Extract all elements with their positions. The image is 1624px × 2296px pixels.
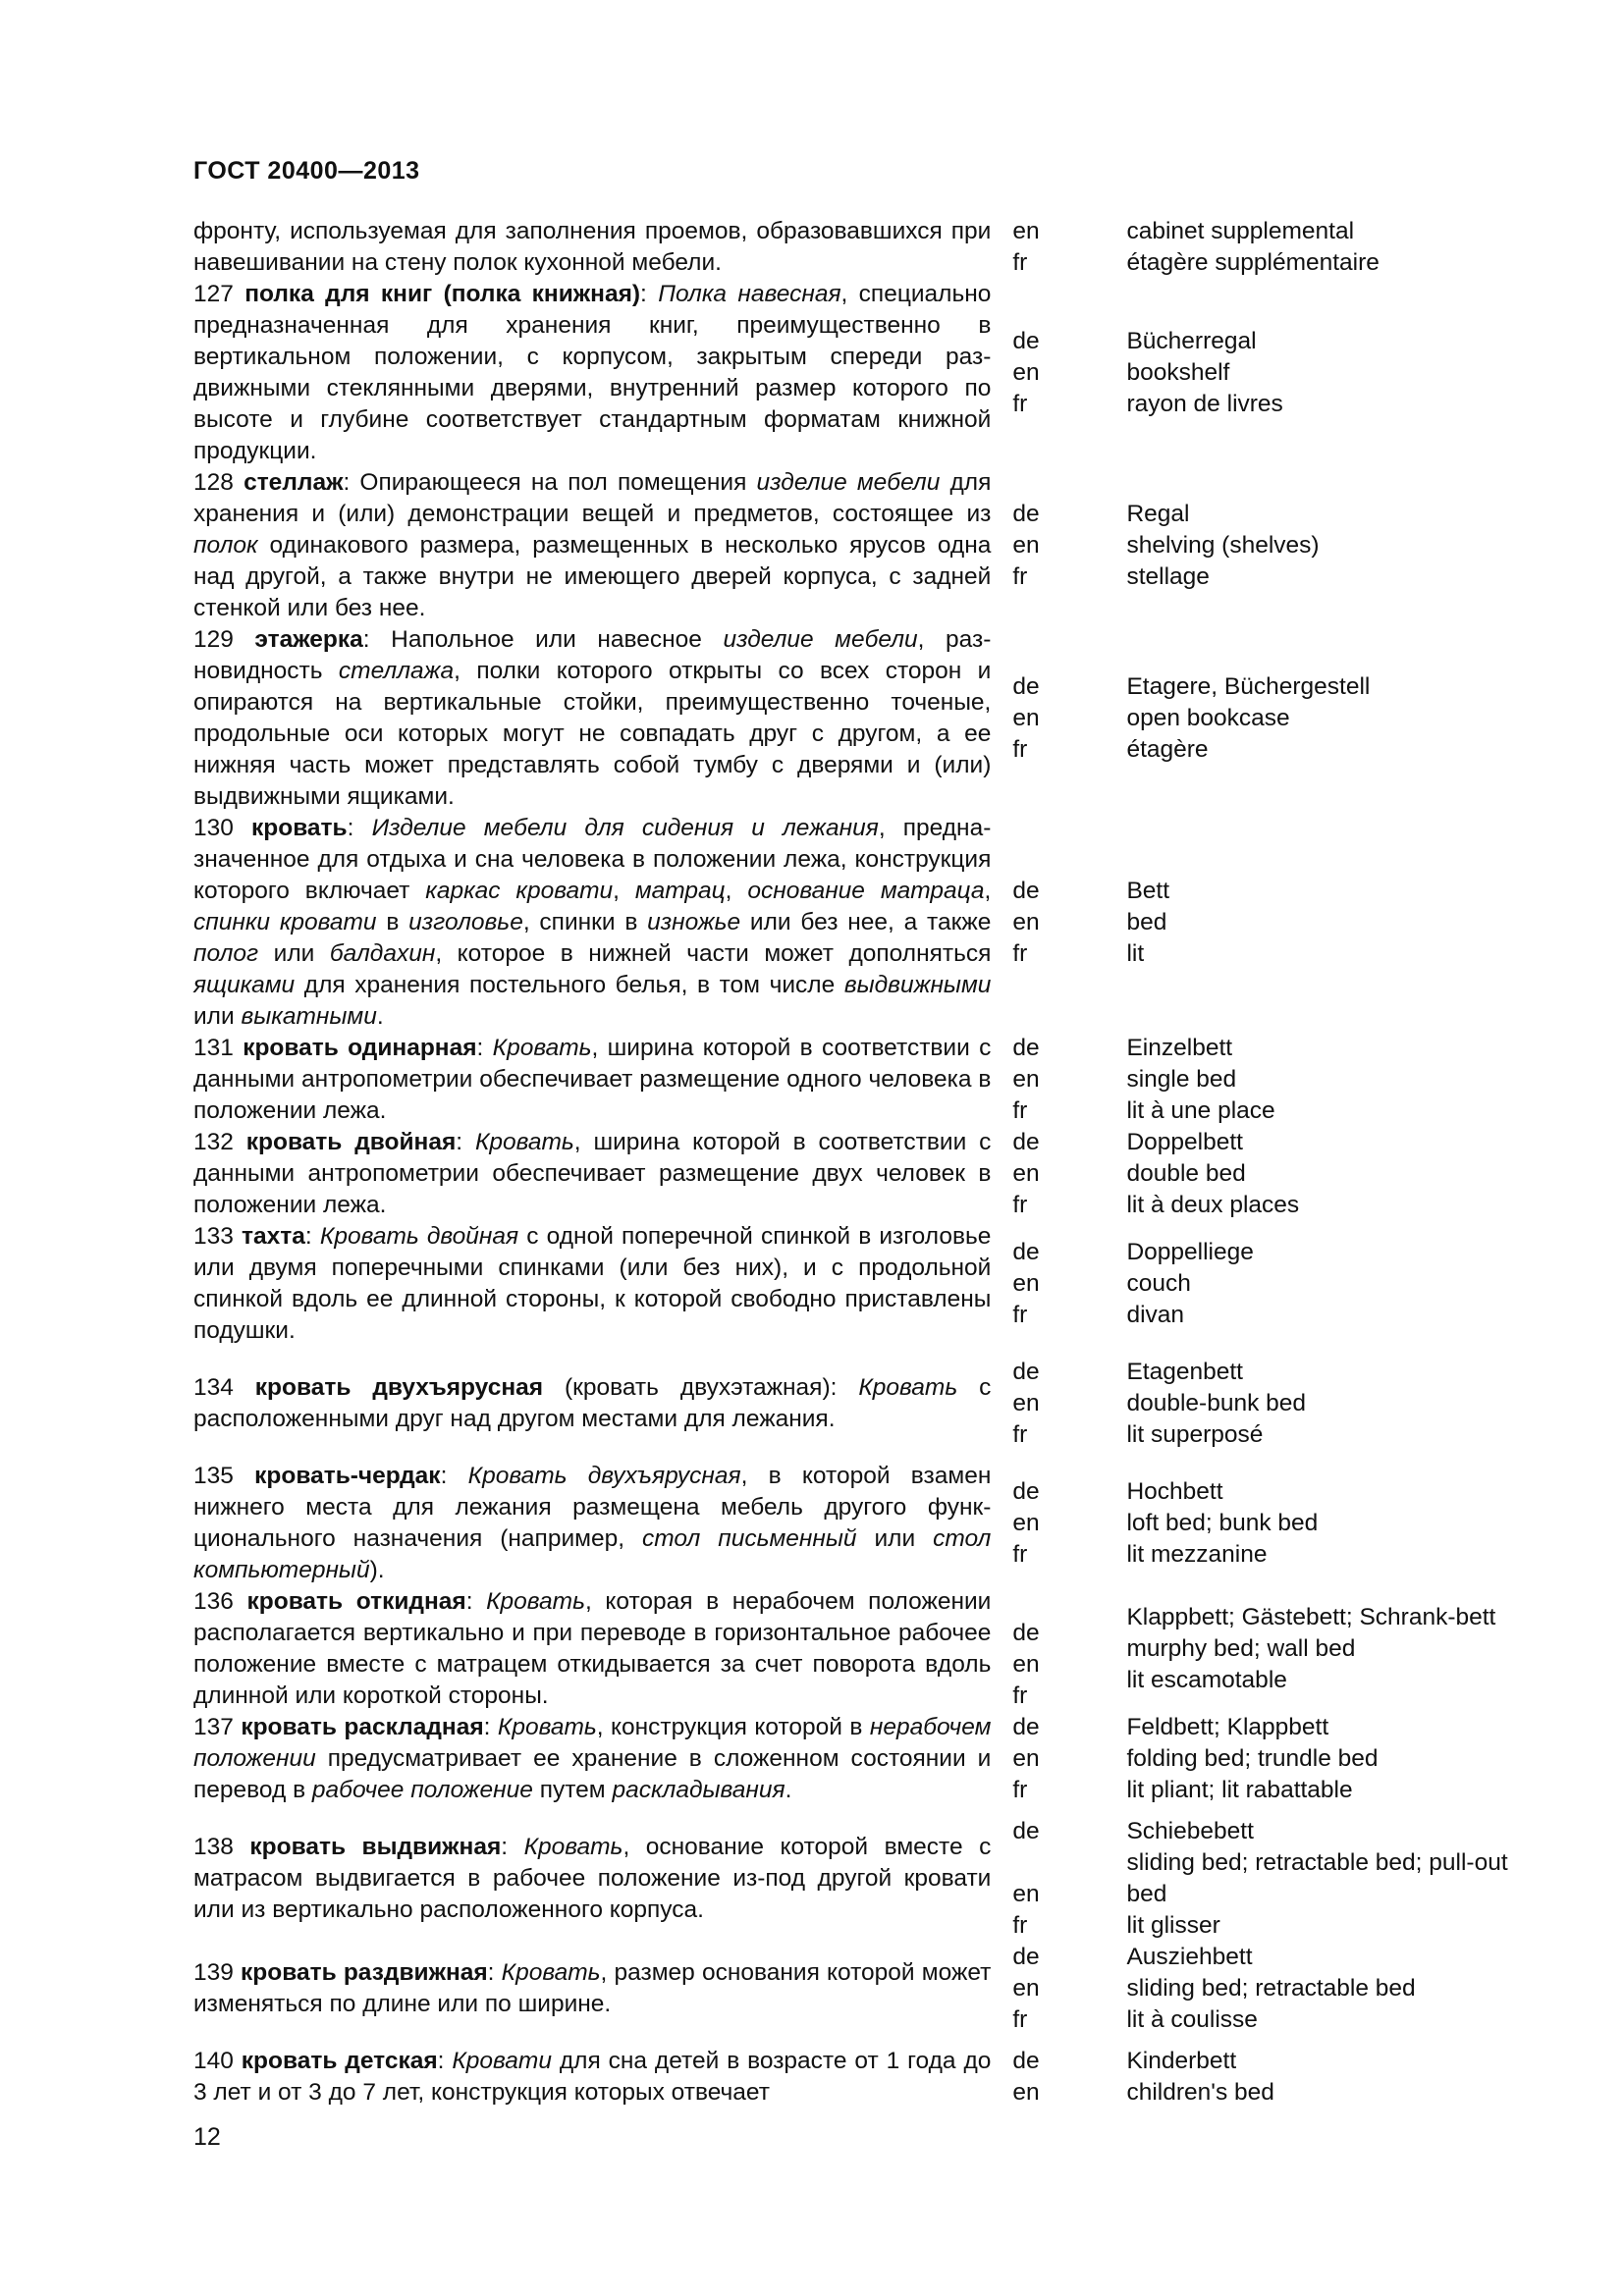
equivalent-terms bbox=[1126, 671, 1519, 766]
equivalent-term: shelving (shelves) bbox=[1126, 532, 1320, 559]
equivalent-term: stellage bbox=[1126, 563, 1210, 590]
language-code: en bbox=[1012, 1066, 1040, 1093]
term-entry bbox=[193, 1816, 1519, 1942]
equivalent-term: Einzelbett bbox=[1126, 1035, 1233, 1061]
equivalent-term: loft bed; bunk bed bbox=[1126, 1510, 1319, 1536]
language-codes bbox=[1012, 1712, 1087, 1806]
term-entry bbox=[193, 1357, 1519, 1451]
equivalent-term: bookshelf bbox=[1126, 359, 1230, 386]
equivalent-term: cabinet supplemental bbox=[1126, 218, 1355, 244]
language-code: en bbox=[1012, 1270, 1040, 1297]
equivalent-terms bbox=[1126, 1033, 1519, 1127]
equivalent-terms bbox=[1126, 1357, 1519, 1451]
equivalent-terms bbox=[1126, 2046, 1519, 2109]
language-codes bbox=[1012, 1127, 1087, 1221]
language-code: fr bbox=[1012, 1682, 1028, 1709]
language-codes bbox=[1012, 671, 1087, 766]
equivalent-term: Klappbett; Gästebett; Schrank-bett bbox=[1126, 1604, 1496, 1630]
language-code: de bbox=[1012, 673, 1040, 700]
term-definition: 132 кровать двойная: Кровать, ширина которой в соответствии с данными антропометрии обеспечивает размещение двух человек в положении лежа. bbox=[193, 1129, 992, 1218]
equivalent-terms bbox=[1126, 1712, 1519, 1806]
language-code: fr bbox=[1012, 249, 1028, 276]
language-codes bbox=[1012, 499, 1087, 593]
language-codes bbox=[1012, 1033, 1087, 1127]
language-code: en bbox=[1012, 532, 1040, 559]
equivalent-terms bbox=[1126, 326, 1519, 420]
language-code: de bbox=[1012, 1129, 1040, 1155]
term-entry bbox=[193, 1586, 1519, 1712]
term-definition: 137 кровать раскладная: Кровать, конструкция которой в нерабочем положении предусматривает ее хранение в сложенном состоянии и перевод в рабочее положение путем раскладывания. bbox=[193, 1714, 992, 1803]
equivalent-terms bbox=[1126, 1127, 1519, 1221]
language-code: fr bbox=[1012, 940, 1028, 967]
equivalent-term: double bed bbox=[1126, 1160, 1246, 1187]
page-number: 12 bbox=[193, 2123, 221, 2151]
equivalent-term: bed bbox=[1126, 909, 1167, 935]
language-code: fr bbox=[1012, 1192, 1028, 1218]
term-entry bbox=[193, 1221, 1519, 1347]
language-code: fr bbox=[1012, 1777, 1028, 1803]
equivalent-term: Bett bbox=[1126, 878, 1170, 904]
equivalent-term: single bed bbox=[1126, 1066, 1237, 1093]
equivalent-term: lit à deux places bbox=[1126, 1192, 1300, 1218]
term-entry bbox=[193, 2046, 1519, 2109]
language-codes bbox=[1012, 1237, 1087, 1331]
equivalent-term: lit bbox=[1126, 940, 1145, 967]
term-definition: 129 этажерка: Напольное или навесное изделие мебели, разновидность стеллажа, полки которого открыты со всех сторон и опираются на вертикальные стойки, преимущественно точеные, продольные оси которых могут не совпадать друг с другом, а ее нижняя часть может представлять собой тумбу с дверями и (или) выдвижными ящиками. bbox=[193, 626, 992, 810]
equivalent-terms bbox=[1126, 1942, 1519, 2036]
language-code: de bbox=[1012, 1714, 1040, 1740]
language-code: fr bbox=[1012, 1302, 1028, 1328]
term-definition: 128 стеллаж: Опирающееся на пол помещения изделие мебели для хранения и (или) демонстрации вещей и предметов, состоящее из полок одинакового размера, размещенных в несколько ярусов одна над другой, а также внутри не имеющего дверей корпуса, с задней стенкой или без нее. bbox=[193, 469, 992, 621]
term-entry bbox=[193, 1712, 1519, 1806]
equivalent-term: lit superposé bbox=[1126, 1421, 1264, 1448]
line-spacer bbox=[1012, 1847, 1087, 1879]
equivalent-terms bbox=[1126, 499, 1519, 593]
term-definition: 139 кровать раздвижная: Кровать, размер основания которой может изменяться по длине или по ширине. bbox=[193, 1959, 992, 2017]
language-code: en bbox=[1012, 1160, 1040, 1187]
equivalent-terms bbox=[1126, 1816, 1519, 1942]
equivalent-term: couch bbox=[1126, 1270, 1191, 1297]
term-definition: 134 кровать двухъярусная (кровать двухэтажная): Кровать с расположенными друг над другом местами для лежания. bbox=[193, 1374, 992, 1432]
language-code: fr bbox=[1012, 2006, 1028, 2033]
term-entry bbox=[193, 1127, 1519, 1221]
language-code: fr bbox=[1012, 736, 1028, 763]
equivalent-term: folding bed; trundle bed bbox=[1126, 1745, 1379, 1772]
terms-list bbox=[193, 216, 1519, 2109]
language-code: en bbox=[1012, 359, 1040, 386]
equivalent-term: double-bunk bed bbox=[1126, 1390, 1307, 1416]
language-code: en bbox=[1012, 1975, 1040, 2002]
equivalent-term: Schiebebett bbox=[1126, 1818, 1254, 1844]
equivalent-term: rayon de livres bbox=[1126, 391, 1283, 417]
language-code: fr bbox=[1012, 1912, 1028, 1939]
equivalent-term: open bookcase bbox=[1126, 705, 1290, 731]
language-code: de bbox=[1012, 878, 1040, 904]
language-code: de bbox=[1012, 501, 1040, 527]
term-entry bbox=[193, 1033, 1519, 1127]
line-spacer bbox=[1012, 1586, 1087, 1618]
language-code: fr bbox=[1012, 1097, 1028, 1124]
equivalent-terms bbox=[1126, 1476, 1519, 1571]
language-code: de bbox=[1012, 1239, 1040, 1265]
equivalent-term: Doppelbett bbox=[1126, 1129, 1243, 1155]
equivalent-term: Kinderbett bbox=[1126, 2048, 1237, 2074]
equivalent-term: étagère supplémentaire bbox=[1126, 249, 1380, 276]
language-code: en bbox=[1012, 1881, 1040, 1907]
equivalent-term: étagère bbox=[1126, 736, 1209, 763]
equivalent-term: Doppelliege bbox=[1126, 1239, 1254, 1265]
equivalent-term: lit mezzanine bbox=[1126, 1541, 1268, 1568]
language-code: de bbox=[1012, 1818, 1040, 1844]
equivalent-terms bbox=[1126, 1237, 1519, 1331]
term-definition: 131 кровать одинарная: Кровать, ширина которой в соответствии с данными антропометрии обеспечивает размещение одного человека в положении лежа. bbox=[193, 1035, 992, 1124]
language-code: fr bbox=[1012, 1541, 1028, 1568]
term-definition: 136 кровать откидная: Кровать, которая в нерабочем положении располагается вертикально и при переводе в горизонтальное рабочее положение вместе с матрацем откидывается за счет поворота вдоль длинной или короткой стороны. bbox=[193, 1588, 992, 1709]
language-code: en bbox=[1012, 1745, 1040, 1772]
term-definition: 127 полка для книг (полка книжная): Полка навесная, специально предназначенная для хранения книг, преимущественно в вертикальном положении, с корпусом, закрытым спереди раздвижными стеклянными дверями, внутренний размер которого по высоте и глубине соответствует стандартным форматам книжной продукции. bbox=[193, 281, 992, 464]
term-definition: 130 кровать: Изделие мебели для сидения и лежания, предназначенное для отдыха и сна человека в положении лежа, конструкция которого включает каркас кровати, матрац, основание матраца, спинки кровати в изголовье, спинки в изножье или без нее, а также полог или балдахин, которое в нижней части может дополняться ящиками для хранения постельного белья, в том числе выдвижными или выкатными. bbox=[193, 815, 992, 1030]
language-code: de bbox=[1012, 1620, 1040, 1646]
language-codes bbox=[1012, 1357, 1087, 1451]
language-codes bbox=[1012, 876, 1087, 970]
language-code: en bbox=[1012, 1651, 1040, 1678]
equivalent-term: lit à une place bbox=[1126, 1097, 1275, 1124]
equivalent-term: divan bbox=[1126, 1302, 1185, 1328]
equivalent-term: murphy bed; wall bed bbox=[1126, 1635, 1356, 1662]
language-code: de bbox=[1012, 328, 1040, 354]
equivalent-term: Etagere, Büchergestell bbox=[1126, 673, 1371, 700]
language-codes bbox=[1012, 1942, 1087, 2036]
equivalent-term: children's bed bbox=[1126, 2079, 1274, 2106]
equivalent-term: Etagenbett bbox=[1126, 1359, 1243, 1385]
term-entry bbox=[193, 813, 1519, 1033]
language-codes bbox=[1012, 216, 1087, 279]
language-codes bbox=[1012, 326, 1087, 420]
equivalent-term: lit glisser bbox=[1126, 1912, 1220, 1939]
equivalent-term: sliding bed; retractable bed bbox=[1126, 1975, 1416, 2002]
equivalent-term: lit escamotable bbox=[1126, 1667, 1287, 1693]
language-code: en bbox=[1012, 705, 1040, 731]
equivalent-terms bbox=[1126, 876, 1519, 970]
term-definition: 140 кровать детская: Кровати для сна детей в возрасте от 1 года до 3 лет и от 3 до 7 лет, конструкция которых отвечает bbox=[193, 2048, 992, 2106]
language-code: de bbox=[1012, 2048, 1040, 2074]
language-code: fr bbox=[1012, 1421, 1028, 1448]
language-code: de bbox=[1012, 1944, 1040, 1970]
term-entry bbox=[193, 1461, 1519, 1586]
term-definition: 135 кровать-чердак: Кровать двухъярусная, в которой взамен нижнего места для лежания размещена мебель другого функционального назначения (например, стол письменный или стол компьютерный). bbox=[193, 1463, 992, 1583]
term-entry bbox=[193, 279, 1519, 467]
equivalent-terms bbox=[1126, 216, 1519, 279]
language-code: fr bbox=[1012, 391, 1028, 417]
document-header: ГОСТ 20400—2013 bbox=[193, 157, 420, 185]
term-entry bbox=[193, 1942, 1519, 2036]
language-codes bbox=[1012, 1476, 1087, 1571]
language-code: fr bbox=[1012, 563, 1028, 590]
equivalent-term: lit pliant; lit rabattable bbox=[1126, 1777, 1353, 1803]
term-entry bbox=[193, 467, 1519, 624]
language-code: en bbox=[1012, 1390, 1040, 1416]
language-codes bbox=[1012, 1586, 1087, 1712]
language-code: en bbox=[1012, 1510, 1040, 1536]
equivalent-term: Regal bbox=[1126, 501, 1190, 527]
language-code: en bbox=[1012, 2079, 1040, 2106]
language-code: de bbox=[1012, 1359, 1040, 1385]
term-definition: фронту, используемая для заполнения проемов, образовавшихся при навешивании на стену полок кухонной мебели. bbox=[193, 218, 992, 276]
equivalent-term: lit à coulisse bbox=[1126, 2006, 1258, 2033]
language-code: en bbox=[1012, 909, 1040, 935]
equivalent-term: Hochbett bbox=[1126, 1478, 1223, 1505]
equivalent-term: Ausziehbett bbox=[1126, 1944, 1253, 1970]
language-code: de bbox=[1012, 1478, 1040, 1505]
term-definition: 138 кровать выдвижная: Кровать, основание которой вместе с матрасом выдвигается в рабочее положение из-под другой кровати или из вертикально расположенного корпуса. bbox=[193, 1834, 992, 1923]
equivalent-terms bbox=[1126, 1602, 1519, 1696]
language-code: en bbox=[1012, 218, 1040, 244]
language-codes bbox=[1012, 2046, 1087, 2109]
equivalent-term: sliding bed; retractable bed; pull-out bed bbox=[1126, 1849, 1508, 1907]
equivalent-term: Bücherregal bbox=[1126, 328, 1257, 354]
language-codes bbox=[1012, 1816, 1087, 1942]
term-definition: 133 тахта: Кровать двойная с одной поперечной спинкой в изголовье или двумя поперечными спинками (или без них), и с продольной спинкой вдоль ее длинной стороны, к которой свободно приставлены подушки. bbox=[193, 1223, 992, 1344]
language-code: de bbox=[1012, 1035, 1040, 1061]
equivalent-term: Feldbett; Klappbett bbox=[1126, 1714, 1329, 1740]
term-entry bbox=[193, 624, 1519, 813]
term-entry bbox=[193, 216, 1519, 279]
